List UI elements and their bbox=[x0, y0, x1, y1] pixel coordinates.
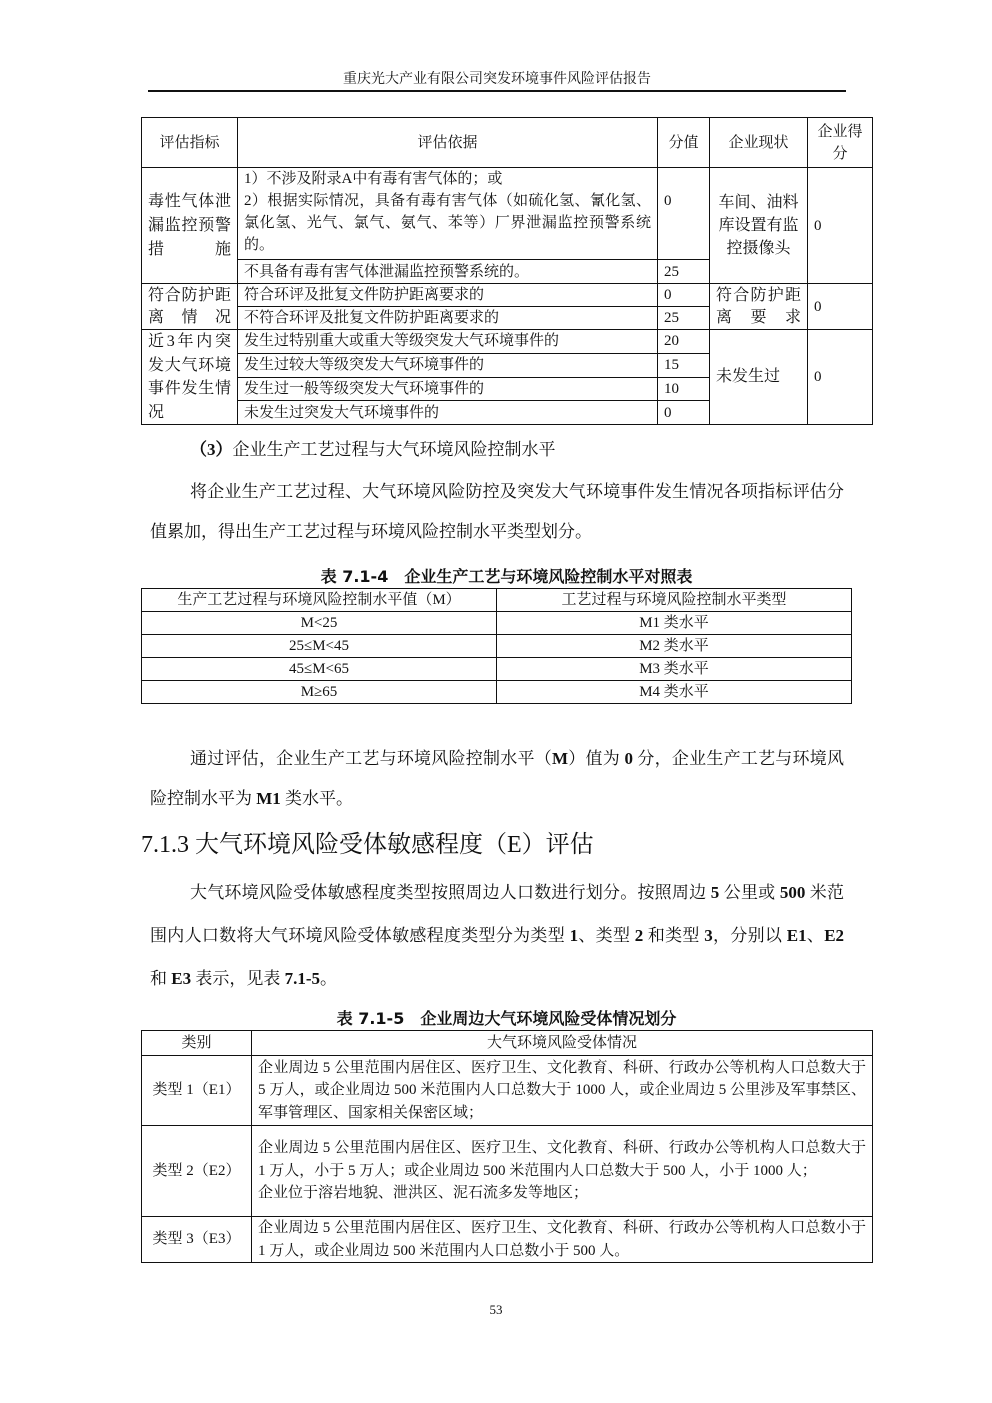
section-heading: 7.1.3 大气环境风险受体敏感程度（E）评估 bbox=[141, 832, 594, 858]
header-cell: 企业现状 bbox=[710, 118, 808, 168]
indicator-cell: 近3年内突发大气环境事件发生情况 bbox=[142, 330, 238, 425]
text: 7.1-5 bbox=[284, 969, 321, 988]
text: 3 bbox=[704, 926, 713, 945]
basis-cell: 发生过一般等级突发大气环境事件的 bbox=[238, 377, 658, 401]
table-header-row bbox=[142, 118, 873, 168]
text: E3 bbox=[171, 969, 192, 988]
score-cell: 0 bbox=[658, 401, 710, 425]
header-cell: 工艺过程与环境风险控制水平类型 bbox=[497, 589, 852, 612]
header-cell: 大气环境风险受体情况 bbox=[252, 1031, 873, 1056]
text: 公里或 bbox=[719, 883, 780, 902]
text: 通过评估，企业生产工艺与环境风险控制水平（ bbox=[190, 749, 552, 768]
text: E1 bbox=[786, 926, 807, 945]
paragraph bbox=[150, 871, 844, 1000]
text: 0 bbox=[624, 749, 633, 768]
table-row bbox=[142, 330, 873, 354]
text: 大气环境风险受体敏感程度类型按照周边人口数进行划分。按照周边 bbox=[190, 883, 711, 902]
score-cell: 25 bbox=[658, 260, 710, 284]
table-row bbox=[142, 1217, 873, 1263]
m-level: M2 类水平 bbox=[497, 635, 852, 658]
table-row bbox=[142, 612, 852, 635]
page-number: 53 bbox=[489, 1302, 503, 1317]
indicator-cell: 符合防护距离情况 bbox=[142, 284, 238, 330]
table-row bbox=[142, 1056, 873, 1126]
table-row bbox=[142, 1126, 873, 1217]
basis-cell bbox=[238, 168, 658, 260]
table-header-row bbox=[142, 589, 852, 612]
desc-cell: 企业周边 5 公里范围内居住区、医疗卫生、文化教育、科研、行政办公等机构人口总数大于 5 万人，或企业周边 500 米范围内人口总数大于 1000 人，或企业周边 5 公里涉及军事禁区、军事管理区、国家相关保密区域； bbox=[252, 1056, 873, 1126]
text: 米范围内人口数将大气环境风险受体敏感程度类型分为类型 bbox=[150, 883, 845, 945]
header-cell: 分值 bbox=[658, 118, 710, 168]
text: 2 bbox=[634, 926, 644, 945]
text: 和类型 bbox=[643, 926, 705, 945]
text: E2 bbox=[824, 926, 845, 945]
m-level: M4 类水平 bbox=[497, 681, 852, 704]
score-cell: 0 bbox=[658, 284, 710, 307]
indicator-cell: 毒性气体泄漏监控预警措施 bbox=[142, 168, 238, 284]
header-cell: 类别 bbox=[142, 1031, 252, 1056]
evaluation-table bbox=[141, 117, 873, 425]
score-cell: 10 bbox=[658, 377, 710, 401]
basis-cell: 不具备有毒有害气体泄漏监控预警系统的。 bbox=[238, 260, 658, 284]
basis-line: 2）根据实际情况，具备有毒有害气体（如硫化氢、氰化氢、氯化氢、光气、氯气、氨气、苯等）厂界泄漏监控预警系统的。 bbox=[244, 193, 651, 253]
header-divider bbox=[148, 90, 846, 92]
text: 、类型 bbox=[578, 926, 635, 945]
text: M1 bbox=[256, 789, 281, 808]
header-cell: 评估指标 bbox=[142, 118, 238, 168]
basis-cell: 符合环评及批复文件防护距离要求的 bbox=[238, 284, 658, 307]
m-range: 45≤M<65 bbox=[142, 658, 497, 681]
control-level-table bbox=[141, 588, 852, 704]
m-range: 25≤M<45 bbox=[142, 635, 497, 658]
status-cell: 未发生过 bbox=[710, 330, 808, 425]
text: 表示，见表 bbox=[191, 969, 285, 988]
score-cell: 20 bbox=[658, 330, 710, 354]
desc-cell: 企业周边 5 公里范围内居住区、医疗卫生、文化教育、科研、行政办公等机构人口总数小于 1 万人，或企业周边 500 米范围内人口总数小于 500 人。 bbox=[252, 1217, 873, 1263]
table-row bbox=[142, 284, 873, 307]
basis-cell: 不符合环评及批复文件防护距离要求的 bbox=[238, 307, 658, 330]
type-cell: 类型 3（E3） bbox=[142, 1217, 252, 1263]
header-cell: 生产工艺过程与环境风险控制水平值（M） bbox=[142, 589, 497, 612]
text: M bbox=[551, 749, 568, 768]
m-level: M3 类水平 bbox=[497, 658, 852, 681]
table-row bbox=[142, 681, 852, 704]
desc-line: 企业位于溶岩地貌、泄洪区、泥石流多发等地区； bbox=[258, 1185, 589, 1202]
text: 500 bbox=[779, 883, 806, 902]
text: 类水平。 bbox=[280, 789, 354, 808]
status-cell: 符合防护距离要求 bbox=[710, 284, 808, 330]
text: ）值为 bbox=[568, 749, 625, 768]
result-cell: 0 bbox=[808, 330, 873, 425]
basis-cell: 发生过特别重大或重大等级突发大气环境事件的 bbox=[238, 330, 658, 354]
desc-line: 企业周边 5 公里范围内居住区、医疗卫生、文化教育、科研、行政办公等机构人口总数大于 1 万人，小于 5 万人；或企业周边 500 米范围内人口总数大于 500 人，小于 1000 人； bbox=[258, 1140, 866, 1179]
m-range: M<25 bbox=[142, 612, 497, 635]
table-row bbox=[142, 168, 873, 260]
basis-cell: 未发生过突发大气环境事件的 bbox=[238, 401, 658, 425]
table-caption: 表 7.1-5 企业周边大气环境风险受体情况划分 bbox=[336, 1009, 677, 1028]
text: 、 bbox=[806, 926, 825, 945]
text: 和 bbox=[150, 969, 172, 988]
basis-line: 1）不涉及附录A中有毒有害气体的；或 bbox=[244, 171, 503, 187]
result-cell: 0 bbox=[808, 168, 873, 284]
header-cell: 企业得分 bbox=[808, 118, 873, 168]
table-row bbox=[142, 658, 852, 681]
text: ，分别以 bbox=[712, 926, 787, 945]
m-level: M1 类水平 bbox=[497, 612, 852, 635]
text: 1 bbox=[569, 926, 579, 945]
section-3-heading bbox=[190, 430, 556, 470]
type-cell: 类型 1（E1） bbox=[142, 1056, 252, 1126]
paragraph bbox=[150, 739, 844, 819]
result-cell: 0 bbox=[808, 284, 873, 330]
text: 。 bbox=[320, 969, 338, 988]
desc-cell bbox=[252, 1126, 873, 1217]
paragraph: 将企业生产工艺过程、大气环境风险防控及突发大气环境事件发生情况各项指标评估分值累加，得出生产工艺过程与环境风险控制水平类型划分。 bbox=[150, 482, 844, 541]
m-range: M≥65 bbox=[142, 681, 497, 704]
score-cell: 15 bbox=[658, 353, 710, 377]
score-cell: 0 bbox=[658, 168, 710, 260]
score-cell: 25 bbox=[658, 307, 710, 330]
table-caption: 表 7.1-4 企业生产工艺与环境风险控制水平对照表 bbox=[320, 567, 693, 586]
text: 5 bbox=[710, 883, 720, 902]
text: 分，企业生产工艺与环境风险控制水平为 bbox=[150, 749, 845, 808]
section-number: （3） bbox=[190, 440, 233, 459]
status-cell: 车间、油料库设置有监控摄像头 bbox=[710, 168, 808, 284]
table-header-row bbox=[142, 1031, 873, 1056]
basis-cell: 发生过较大等级突发大气环境事件的 bbox=[238, 353, 658, 377]
header-cell: 评估依据 bbox=[238, 118, 658, 168]
page-header: 重庆光大产业有限公司突发环境事件风险评估报告 bbox=[343, 72, 651, 87]
table-row bbox=[142, 635, 852, 658]
type-cell: 类型 2（E2） bbox=[142, 1126, 252, 1217]
receptor-table bbox=[141, 1030, 873, 1263]
section-title: 企业生产工艺过程与大气环境风险控制水平 bbox=[232, 440, 556, 459]
